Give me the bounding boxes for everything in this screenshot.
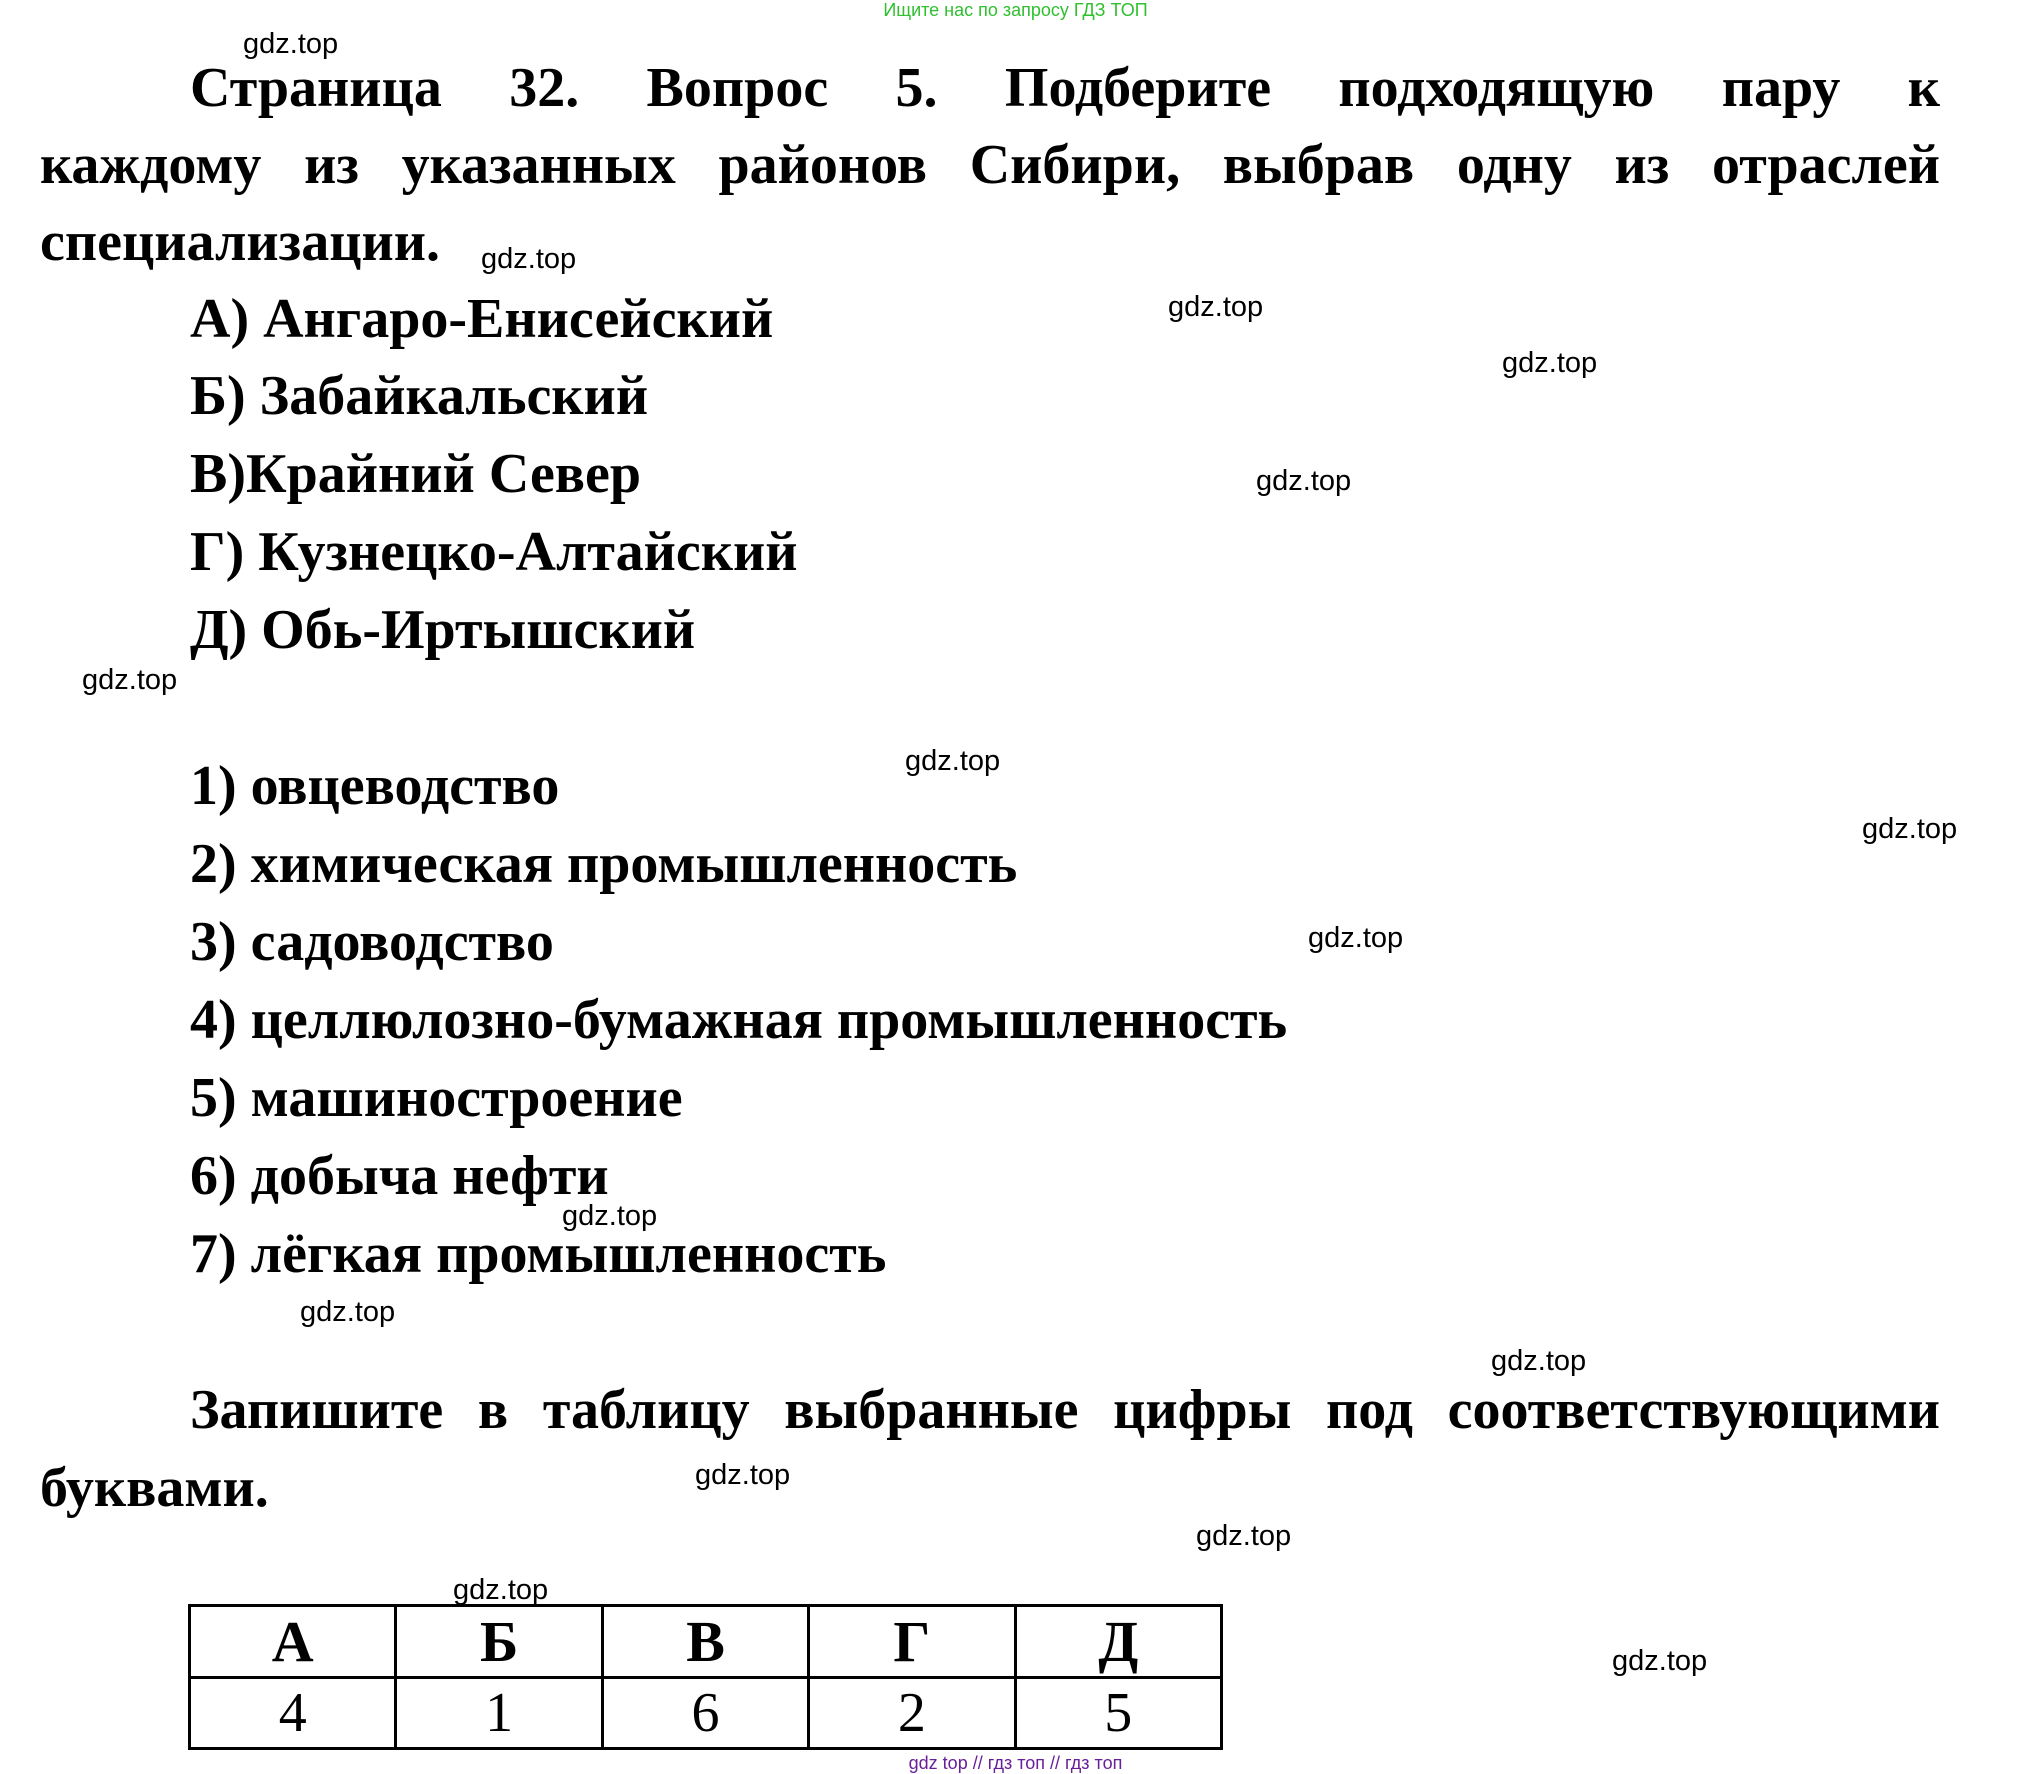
- watermark: gdz.top: [1256, 465, 1352, 497]
- industry-item-3: 3) садоводство: [190, 911, 554, 973]
- industry-item-7: 7) лёгкая промышленность: [190, 1223, 887, 1285]
- industry-item-2: 2) химическая промышленность: [190, 833, 1018, 895]
- top-banner[interactable]: Ищите нас по запросу ГДЗ ТОП: [883, 0, 1148, 20]
- region-item-g: Г) Кузнецко-Алтайский: [190, 521, 798, 583]
- watermark: gdz.top: [1196, 1520, 1292, 1552]
- watermark: gdz.top: [695, 1459, 791, 1491]
- industry-item-6: 6) добыча нефти: [190, 1145, 609, 1207]
- region-item-d: Д) Обь-Иртышский: [190, 599, 696, 661]
- instruction-line-1: Запишите в таблицу выбранные цифры под соответствующими: [190, 1379, 1940, 1441]
- answer-table: [188, 1604, 1223, 1750]
- industry-item-1: 1) овцеводство: [190, 755, 560, 817]
- watermark: gdz.top: [82, 664, 178, 696]
- answer-header-cell: Д: [1015, 1606, 1221, 1678]
- watermark: gdz.top: [1502, 347, 1598, 379]
- answer-value-cell: 5: [1015, 1678, 1221, 1749]
- region-item-v: В)Крайний Север: [190, 443, 642, 505]
- watermark: gdz.top: [1862, 813, 1958, 845]
- answer-header-cell: В: [602, 1606, 808, 1678]
- answer-value-cell: 2: [809, 1678, 1015, 1749]
- watermark: gdz.top: [453, 1574, 549, 1606]
- answer-table-value-row: [190, 1678, 1222, 1749]
- watermark: gdz.top: [1491, 1345, 1587, 1377]
- answer-value-cell: 6: [602, 1678, 808, 1749]
- industry-item-4: 4) целлюлозно-бумажная промышленность: [190, 989, 1288, 1051]
- answer-header-cell: Б: [396, 1606, 602, 1678]
- watermark: gdz.top: [1612, 1645, 1708, 1677]
- answer-header-cell: Г: [809, 1606, 1015, 1678]
- watermark: gdz.top: [1308, 922, 1404, 954]
- region-item-a: А) Ангаро-Енисейский: [190, 288, 774, 350]
- answer-table-header-row: [190, 1606, 1222, 1678]
- question-heading-line-1: Страница 32. Вопрос 5. Подберите подходящую пару к: [190, 57, 1940, 119]
- answer-value-cell: 4: [190, 1678, 396, 1749]
- footer-watermark[interactable]: gdz top // гдз топ // гдз топ: [908, 1753, 1123, 1773]
- watermark: gdz.top: [1168, 291, 1264, 323]
- industry-item-5: 5) машиностроение: [190, 1067, 683, 1129]
- watermark: gdz.top: [300, 1296, 396, 1328]
- watermark: gdz.top: [905, 745, 1001, 777]
- instruction-line-2: буквами.: [40, 1457, 269, 1519]
- answer-header-cell: А: [190, 1606, 396, 1678]
- watermark: gdz.top: [243, 28, 339, 60]
- question-heading-line-3: специализации.: [40, 211, 440, 273]
- region-item-b: Б) Забайкальский: [190, 365, 649, 427]
- watermark: gdz.top: [481, 243, 577, 275]
- answer-value-cell: 1: [396, 1678, 602, 1749]
- watermark: gdz.top: [562, 1200, 658, 1232]
- question-heading-line-2: каждому из указанных районов Сибири, выбрав одну из отраслей: [40, 134, 1940, 196]
